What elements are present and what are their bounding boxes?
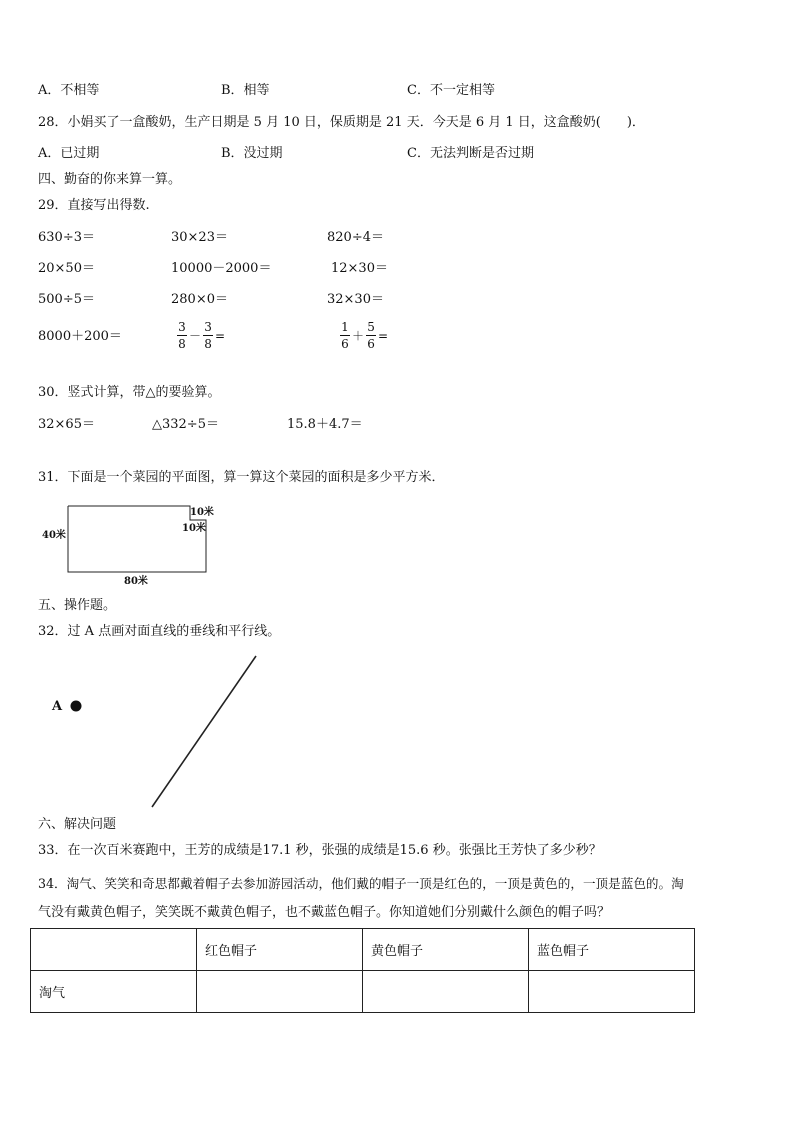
q30-item-1: 32×65＝ (38, 417, 95, 432)
label-notch-side: 10米 (182, 523, 206, 534)
table-header-cell: 蓝色帽子 (529, 929, 695, 971)
table-header-cell (31, 929, 197, 971)
hat-color-table (30, 928, 695, 1013)
table-cell[interactable] (529, 971, 695, 1013)
line-and-point-diagram (40, 650, 270, 815)
q30-item-3: 15.8＋4.7＝ (287, 417, 363, 432)
label-bottom-side: 80米 (124, 576, 148, 587)
numerator: 3 (204, 320, 212, 334)
operator: ＋ (352, 329, 365, 343)
label-left-side: 40米 (42, 530, 66, 541)
table-header-cell: 黄色帽子 (363, 929, 529, 971)
q29-r2c3: 12×30＝ (331, 261, 388, 276)
q29-r3c2: 280×0＝ (171, 292, 228, 307)
point-a-label: A (52, 699, 63, 714)
q29-r3c1: 500÷5＝ (38, 292, 95, 307)
equals: = (215, 328, 226, 343)
q31-title: 31．下面是一个菜园的平面图，算一算这个菜园的面积是多少平方米． (38, 470, 445, 485)
q33-text: 33．在一次百米赛跑中，王芳的成绩是17.1 秒，张强的成绩是15.6 秒。张强比王芳快了多少秒？ (38, 843, 602, 858)
label-notch-top: 10米 (190, 507, 214, 518)
table-cell[interactable] (197, 971, 363, 1013)
q32-title: 32．过 A 点画对面直线的垂线和平行线。 (38, 624, 281, 639)
q29-r3c3: 32×30＝ (327, 292, 384, 307)
q29-fraction-expr-1 (175, 320, 225, 351)
q29-r1c3: 820÷4＝ (327, 230, 384, 245)
q29-fraction-expr-2 (338, 320, 388, 351)
table-header-row (31, 929, 695, 971)
q28-option-a: A．已过期 (38, 146, 100, 161)
table-cell-name: 淘气 (31, 971, 197, 1013)
q28-text: 28．小娟买了一盒酸奶，生产日期是 5 月 10 日，保质期是 21 天．今天是 6 月 1 日，这盒酸奶( )． (38, 115, 645, 130)
q27-option-b: B．相等 (221, 83, 270, 98)
q30-item-2: △332÷5＝ (152, 417, 219, 432)
q29-r2c1: 20×50＝ (38, 261, 95, 276)
operator: － (189, 329, 202, 343)
q28-option-b: B．没过期 (221, 146, 283, 161)
denominator: 8 (204, 337, 212, 351)
table-row (31, 971, 695, 1013)
q34-line-1: 34．淘气、笑笑和奇思都戴着帽子去参加游园活动，他们戴的帽子一顶是红色的，一顶是黄色的，一顶是蓝色的。淘 (38, 876, 684, 891)
denominator: 6 (367, 337, 375, 351)
denominator: 8 (178, 337, 186, 351)
given-line (152, 656, 256, 807)
q29-r2c2: 10000－2000＝ (171, 261, 272, 276)
q27-option-c: C．不一定相等 (407, 83, 495, 98)
q30-title: 30．竖式计算，带△的要验算。 (38, 385, 221, 400)
q29-r1c1: 630÷3＝ (38, 230, 95, 245)
equals: = (378, 328, 389, 343)
q28-option-c: C．无法判断是否过期 (407, 146, 534, 161)
q29-title: 29．直接写出得数. (38, 198, 150, 213)
q29-r4c1: 8000＋200＝ (38, 329, 122, 344)
garden-outline (68, 506, 206, 572)
numerator: 5 (367, 320, 375, 334)
denominator: 6 (341, 337, 349, 351)
q27-option-a: A．不相等 (38, 83, 100, 98)
section4-heading: 四、勤奋的你来算一算。 (38, 172, 182, 187)
point-a (71, 701, 82, 712)
table-cell[interactable] (363, 971, 529, 1013)
q29-r1c2: 30×23＝ (171, 230, 228, 245)
numerator: 3 (178, 320, 186, 334)
table-header-cell: 红色帽子 (197, 929, 363, 971)
section6-heading: 六、解决问题 (38, 817, 117, 832)
numerator: 1 (341, 320, 349, 334)
section5-heading: 五、操作题。 (38, 598, 117, 613)
q34-line-2: 气没有戴黄色帽子，笑笑既不戴黄色帽子，也不戴蓝色帽子。你知道她们分别戴什么颜色的帽子吗？ (38, 905, 611, 920)
